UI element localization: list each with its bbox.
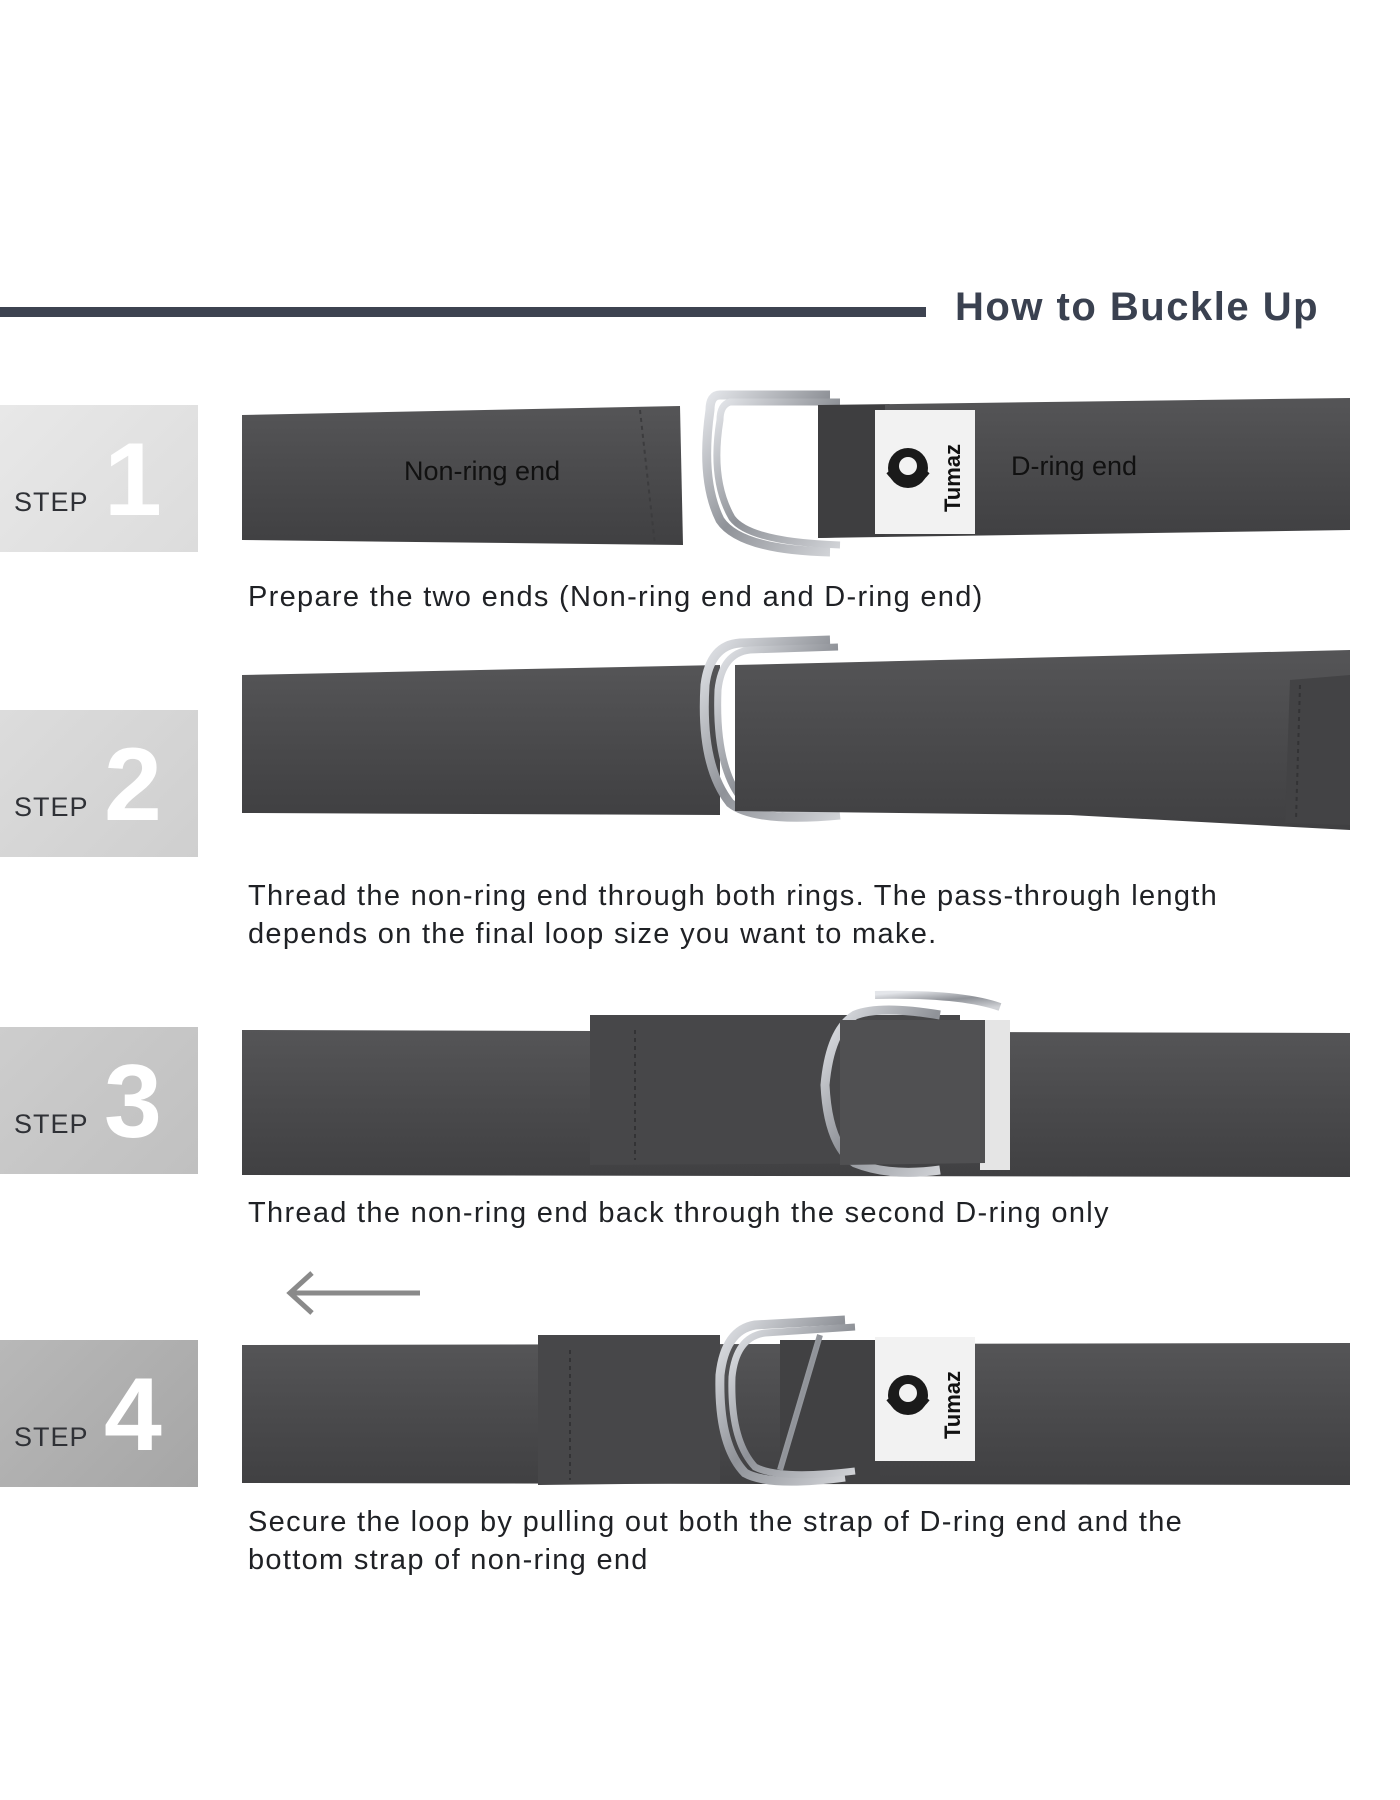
header-rule — [0, 307, 926, 317]
step-word: STEP — [14, 792, 89, 822]
step-3-caption — [248, 1194, 1110, 1232]
step-2-caption — [248, 877, 1218, 953]
d-ring-end-label: D-ring end — [1011, 451, 1138, 481]
step-number: 4 — [104, 1357, 162, 1473]
step-badge-4 — [0, 1340, 198, 1487]
step-number: 2 — [104, 727, 162, 843]
brand-logo-icon — [888, 448, 928, 488]
step-word: STEP — [14, 1422, 89, 1452]
step-word: STEP — [14, 1109, 89, 1139]
step-word: STEP — [14, 487, 89, 517]
caption-line: Prepare the two ends (Non-ring end and D-ring end) — [248, 581, 984, 613]
non-ring-end-label: Non-ring end — [404, 456, 561, 486]
step-4-caption — [248, 1503, 1183, 1579]
step-3-photo — [240, 985, 1350, 1195]
step-4-photo — [240, 1305, 1350, 1495]
brand-logo-icon — [888, 1375, 928, 1415]
step-number: 1 — [104, 422, 162, 538]
step-1-caption — [248, 578, 984, 616]
page-title: How to Buckle Up — [955, 285, 1320, 329]
step-number: 3 — [104, 1044, 162, 1160]
caption-line: bottom strap of non-ring end — [248, 1544, 649, 1576]
step-2-photo — [240, 635, 1350, 835]
step-badge-2 — [0, 710, 198, 857]
step-badge-3 — [0, 1027, 198, 1174]
brand-label: Tumaz — [940, 443, 965, 512]
step-1-photo — [240, 380, 1350, 565]
caption-line: Thread the non-ring end back through the second D-ring only — [248, 1197, 1110, 1229]
caption-line: depends on the final loop size you want to make. — [248, 918, 938, 950]
brand-label: Tumaz — [940, 1370, 965, 1439]
caption-line: Thread the non-ring end through both rings. The pass-through length — [248, 880, 1219, 912]
caption-line: Secure the loop by pulling out both the strap of D-ring end and the — [248, 1506, 1184, 1538]
step-badge-1 — [0, 405, 198, 552]
